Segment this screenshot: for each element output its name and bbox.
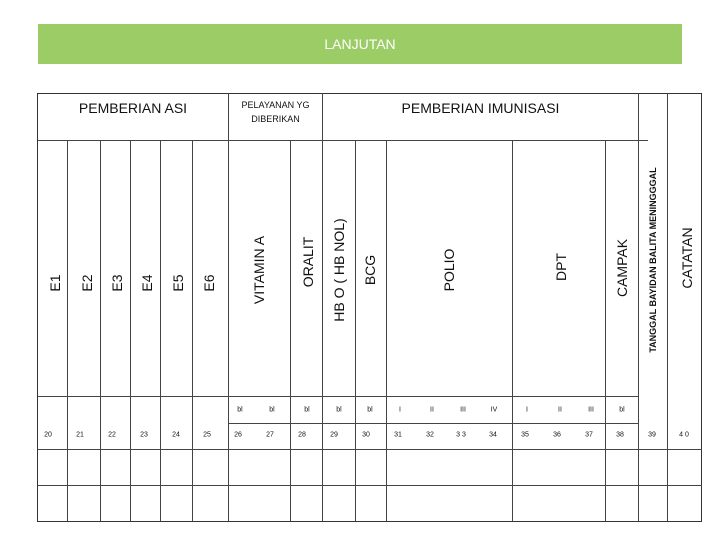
column-e4: E4 [139,274,155,292]
column-catatan: CATATAN [679,227,695,289]
col-divider [67,140,68,521]
col-divider [130,140,131,521]
column-number: 23 [140,431,148,439]
column-number: 29 [330,431,338,439]
col-divider [386,140,387,521]
sub-dpt-2: II [558,406,562,414]
col-divider [638,93,639,521]
sub-campak: bl [619,406,625,414]
group-header-pelayanan-line2: DIBERIKAN [251,114,300,124]
column-number: 25 [203,431,211,439]
column-dpt: DPT [553,253,569,281]
col-divider [290,140,291,521]
group-header-imunisasi: PEMBERIAN IMUNISASI [401,100,560,116]
blank-row-divider [38,485,702,486]
column-e2: E2 [79,274,95,292]
column-number: 36 [553,431,561,439]
col-divider [192,140,193,521]
column-number: 27 [266,431,274,439]
column-number: 24 [172,431,180,439]
banner-title: LANJUTAN [324,36,396,52]
column-oralit: ORALIT [300,236,316,288]
sub-dpt-1: I [526,406,528,414]
column-e5: E5 [170,274,186,292]
column-number: 3 3 [456,431,466,439]
column-polio: POLIO [441,248,457,292]
group-header-pelayanan-line1: PELAYANAN YG [241,100,310,110]
sub-hbo-a: bl [304,406,310,414]
col-divider [160,140,161,521]
sub-polio-3: III [460,406,466,414]
sub-oralit: bl [269,406,275,414]
column-number: 30 [362,431,370,439]
column-number: 20 [44,431,52,439]
col-divider [605,140,606,521]
sub-dpt-3: III [588,406,594,414]
col-divider [667,93,668,521]
column-number: 21 [76,431,84,439]
column-number: 26 [234,431,242,439]
column-vitamin-a: VITAMIN A [251,235,267,305]
column-e3: E3 [109,274,125,292]
sub-polio-2: II [430,406,434,414]
number-row-divider [38,449,702,450]
column-number: 34 [489,431,497,439]
col-divider [355,140,356,521]
column-number: 38 [616,431,624,439]
column-number: 4 0 [679,431,689,439]
sub-vitamin: bl [237,406,243,414]
column-number: 31 [394,431,402,439]
col-divider [228,93,229,521]
group-header-asi: PEMBERIAN ASI [78,100,188,116]
column-bcg: BCG [362,254,378,286]
column-number: 28 [298,431,306,439]
column-number: 22 [108,431,116,439]
column-number: 35 [521,431,529,439]
immunization-table [37,93,702,522]
col-divider [100,140,101,521]
column-hb-nol: HB O ( HB NOL) [331,218,347,322]
column-campak: CAMPAK [614,238,630,298]
column-number: 37 [585,431,593,439]
column-e6: E6 [201,274,217,292]
column-tanggal-meninggal: TANGGAL BAYIDAN BALITA MENINGGGAL [648,167,658,353]
sub-bcg: bl [367,406,373,414]
column-number: 32 [426,431,434,439]
column-e1: E1 [47,274,63,292]
col-divider [322,93,323,521]
column-number: 39 [648,431,656,439]
sub-polio-4: IV [490,406,498,414]
title-banner [38,24,682,64]
sub-polio-1: I [399,406,401,414]
col-divider [512,140,513,521]
sub-hbo-b: bl [336,406,342,414]
